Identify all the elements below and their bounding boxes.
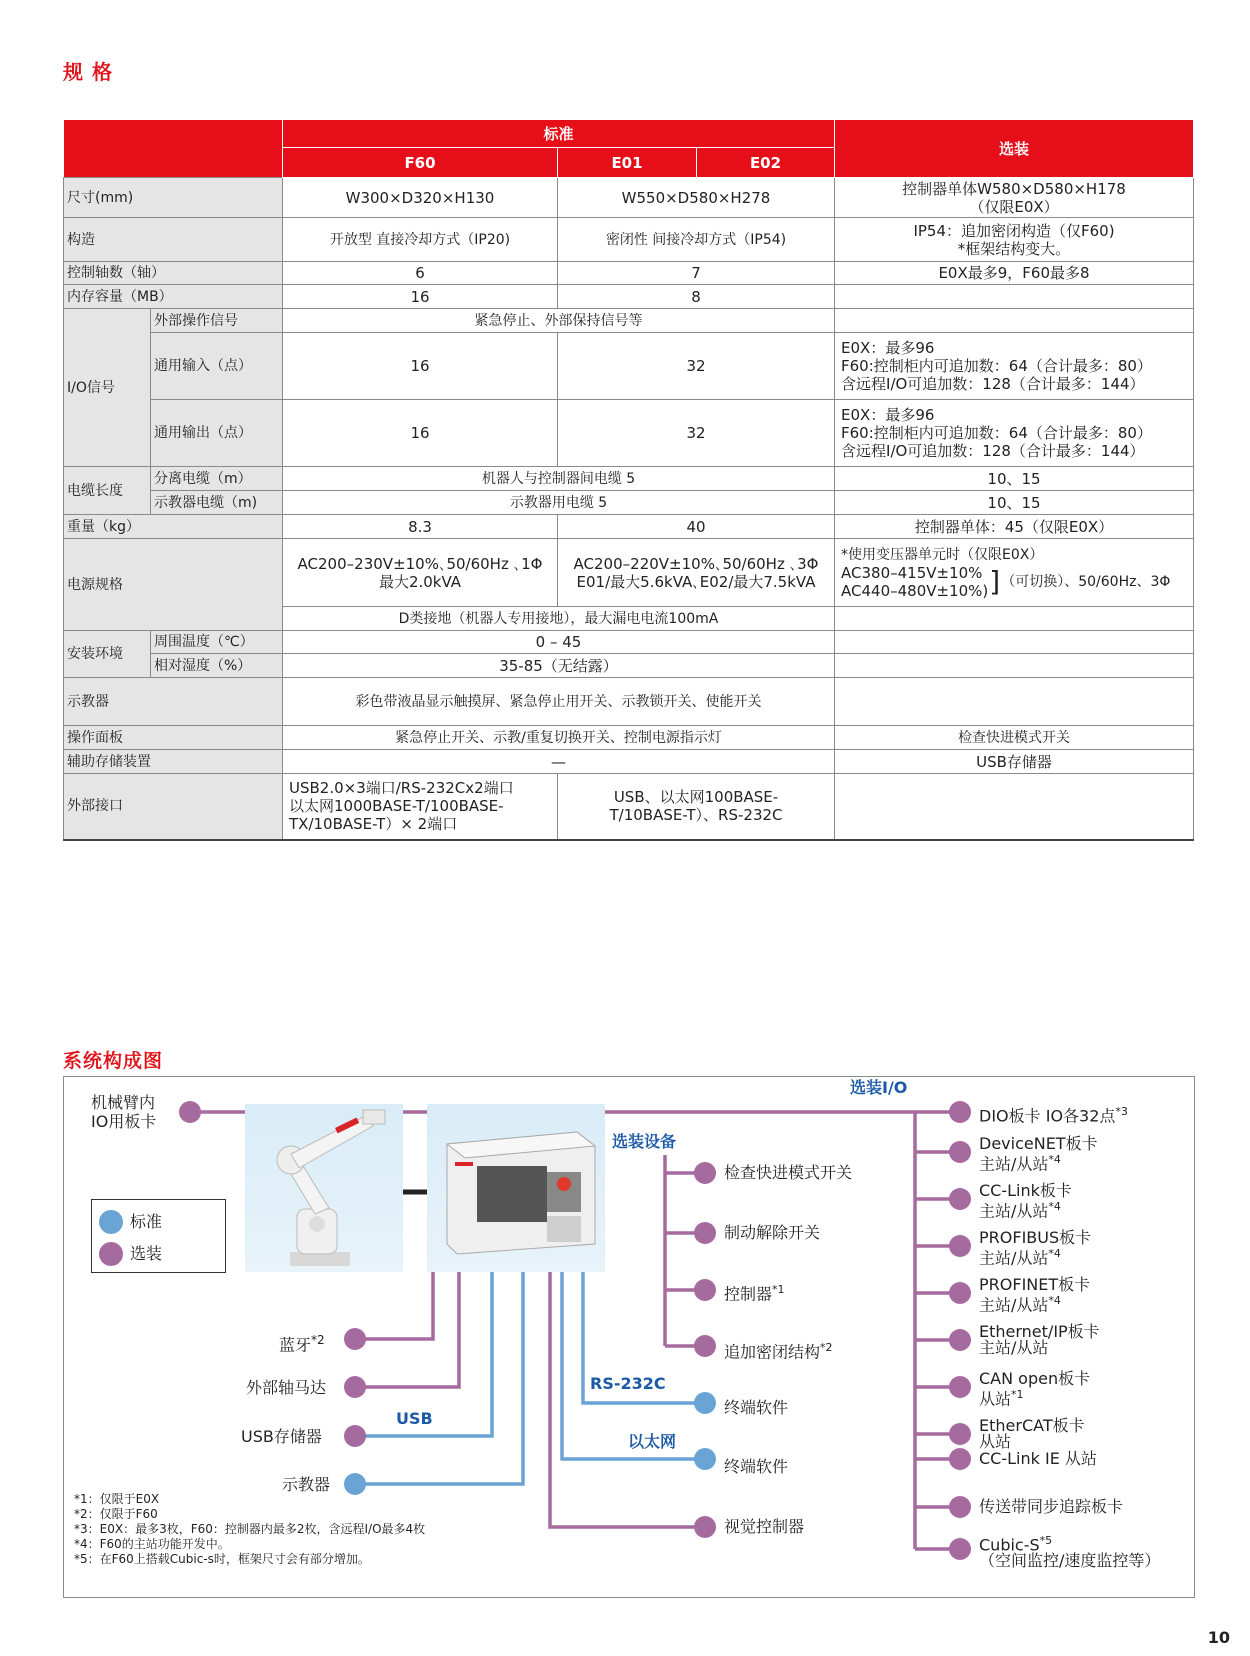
dot-io-1 — [949, 1101, 971, 1123]
footnote-4: *4：F60的主站功能开发中。 — [74, 1537, 230, 1551]
equip-brake-release: 制动解除开关 — [724, 1223, 821, 1242]
dot-equip-3 — [694, 1279, 716, 1301]
io-card-ethercat: EtherCAT板卡 从站 — [979, 1416, 1085, 1451]
row-label-structure: 构造 — [64, 218, 283, 262]
dot-io-5 — [949, 1282, 971, 1304]
footnote-5: *5：在F60上搭载Cubic-s时，框架尺寸会有部分增加。 — [74, 1552, 370, 1566]
row-label-env: 安装环境 — [64, 631, 151, 678]
dot-io-9 — [949, 1448, 971, 1470]
dot-io-7 — [949, 1376, 971, 1398]
dot-arm-card — [179, 1101, 201, 1123]
equip-sealed-structure: 追加密闭结构$^{*2}$ — [724, 1341, 833, 1362]
rs232c-line-label: RS-232C — [590, 1374, 666, 1393]
row-label-cable: 电缆长度 — [64, 467, 151, 515]
panel-option: 检查快进模式开关 — [835, 726, 1194, 750]
dot-equip-1 — [694, 1162, 716, 1184]
controller-image — [427, 1104, 605, 1272]
dot-io-11 — [949, 1538, 971, 1560]
power-option-line2: AC440–480V±10%) — [841, 581, 989, 600]
weight-option: 控制器单体：45（仅限E0X） — [835, 515, 1194, 539]
row-label-power: 电源规格 — [64, 539, 283, 631]
option-io-label: 选装I/O — [850, 1078, 908, 1097]
row-label-weight: 重量（kg） — [64, 515, 283, 539]
arm-io-card: 机械臂内 IO用板卡 — [91, 1093, 157, 1131]
header-e01: E01 — [558, 148, 697, 178]
vision-controller: 视觉控制器 — [724, 1517, 805, 1536]
structure-e0x: 密闭性 间接冷却方式（IP54) — [558, 218, 835, 262]
panel-value: 紧急停止开关、示教/重复切换开关、控制电源指示灯 — [283, 726, 835, 750]
io-input-f60: 16 — [283, 333, 558, 400]
io-output-e0x: 32 — [558, 400, 835, 467]
row-label-panel: 操作面板 — [64, 726, 283, 750]
structure-f60: 开放型 直接冷却方式（IP20) — [283, 218, 558, 262]
dot-io-10 — [949, 1496, 971, 1518]
env-humid-label: 相对湿度（%） — [151, 654, 283, 678]
spec-title: 规 格 — [63, 60, 113, 84]
dot-equip-2 — [694, 1222, 716, 1244]
cable-teach-option: 10、15 — [835, 491, 1194, 515]
power-ground: D类接地（机器人专用接地），最大漏电电流100mA — [283, 607, 835, 631]
header-option: 选装 — [835, 120, 1194, 178]
io-card-conveyor: 传送带同步追踪板卡 — [979, 1497, 1124, 1516]
axes-e0x: 7 — [558, 262, 835, 285]
cable-sep-option: 10、15 — [835, 467, 1194, 491]
power-option-line1: AC380–415V±10% — [841, 563, 983, 582]
terminal-software-1: 终端软件 — [724, 1398, 789, 1417]
io-card-profibus: PROFIBUS板卡 主站/从站$^{*4}$ — [979, 1228, 1092, 1268]
dot-terminal-2 — [694, 1448, 716, 1470]
interface-e0x: USB、以太网100BASE- T/10BASE-T）、RS-232C — [558, 774, 835, 840]
dot-pendant — [344, 1473, 366, 1495]
header-e02: E02 — [697, 148, 835, 178]
page-number: 10 — [1207, 1628, 1230, 1647]
legend-standard-dot — [99, 1210, 123, 1234]
io-card-cubic-s: Cubic-$S^{*5}$ （空间监控/速度监控等） — [979, 1534, 1161, 1571]
pendant-label: 示教器 — [282, 1475, 331, 1494]
io-output-option: E0X：最多96 F60:控制柜内可追加数：64（合计最多：80） 含远程I/O可追加数：128（合计最多：144） — [835, 400, 1194, 467]
interface-f60: USB2.0×3端口/RS-232Cx2端口 以太网1000BASE-T/100BASE- TX/10BASE-T）× 2端口 — [283, 774, 558, 840]
cable-sep-label: 分离电缆（m） — [151, 467, 283, 491]
io-ext-label: 外部操作信号 — [151, 309, 283, 333]
io-card-profinet: PROFINET板卡 主站/从站$^{*4}$ — [979, 1275, 1091, 1315]
row-label-storage: 辅助存储装置 — [64, 750, 283, 774]
env-temp-label: 周围温度（℃） — [151, 631, 283, 654]
cable-teach-label: 示教器电缆（m) — [151, 491, 283, 515]
usb-line-label: USB — [396, 1409, 433, 1428]
legend-option: 选装 — [130, 1244, 163, 1263]
dot-usb-store — [344, 1425, 366, 1447]
power-option-bracket: ] — [989, 564, 1001, 598]
row-label-memory: 内存容量（MB） — [64, 285, 283, 309]
header-f60: F60 — [283, 148, 558, 178]
size-option: 控制器单体W580×D580×H178 （仅限E0X） — [835, 178, 1194, 218]
power-option-note: *使用变压器单元时（仅限E0X） — [841, 546, 1044, 563]
legend-standard: 标准 — [130, 1212, 163, 1231]
footnote-2: *2：仅限于F60 — [74, 1507, 158, 1521]
option-equip-label: 选装设备 — [612, 1132, 677, 1151]
row-label-interface: 外部接口 — [64, 774, 283, 840]
row-label-io: I/O信号 — [64, 309, 151, 467]
legend-box — [91, 1199, 226, 1273]
usb-storage-label: USB存储器 — [241, 1427, 322, 1446]
dot-terminal-1 — [694, 1392, 716, 1414]
io-card-cclink-ie: CC-Link IE 从站 — [979, 1449, 1097, 1468]
dot-io-8 — [949, 1423, 971, 1445]
dot-vision — [694, 1516, 716, 1538]
equip-controller: 控制器$^{*1}$ — [724, 1283, 785, 1304]
power-e0x: AC200–220V±10%､50/60Hz ､3Φ E01/最大5.6kVA､E02/最大7.5kVA — [558, 539, 835, 607]
axes-option: E0X最多9，F60最多8 — [835, 262, 1194, 285]
diagram-title: 系统构成图 — [63, 1050, 164, 1072]
legend-option-dot — [99, 1242, 123, 1266]
memory-f60: 16 — [283, 285, 558, 309]
io-input-label: 通用输入（点） — [151, 333, 283, 400]
row-label-pendant: 示教器 — [64, 678, 283, 726]
robot-image — [245, 1104, 403, 1272]
io-card-dio: DIO板卡 IO各32点$^{*3}$ — [979, 1105, 1128, 1126]
footnote-3: *3：E0X：最多3枚，F60：控制器内最多2枚，含远程I/O最多4枚 — [74, 1522, 426, 1536]
dot-equip-4 — [694, 1335, 716, 1357]
footnote-1: *1：仅限于E0X — [74, 1492, 160, 1506]
io-output-f60: 16 — [283, 400, 558, 467]
io-ext-value: 紧急停止、外部保持信号等 — [283, 309, 835, 333]
power-f60: AC200–230V±10%､50/60Hz ､1Φ 最大2.0kVA — [283, 539, 558, 607]
structure-option: IP54：追加密闭构造（仅F60) *框架结构变大。 — [835, 218, 1194, 262]
storage-option: USB存储器 — [835, 750, 1194, 774]
io-card-canopen: CAN open板卡 从站$^{*1}$ — [979, 1369, 1091, 1409]
size-f60: W300×D320×H130 — [283, 178, 558, 218]
terminal-software-2: 终端软件 — [724, 1457, 789, 1476]
dot-io-6 — [949, 1329, 971, 1351]
io-card-cclink: CC-Link板卡 主站/从站$^{*4}$ — [979, 1181, 1072, 1221]
bluetooth-label: 蓝牙$^{*2}$ — [279, 1333, 325, 1355]
io-card-devicenet: DeviceNET板卡 主站/从站$^{*4}$ — [979, 1134, 1098, 1174]
dot-bluetooth — [344, 1328, 366, 1350]
row-label-size: 尺寸(mm) — [64, 178, 283, 218]
power-option-tail: （可切换）、50/60Hz、3Φ — [1001, 573, 1171, 590]
equip-check-mode: 检查快进模式开关 — [724, 1163, 853, 1182]
size-e0x: W550×D580×H278 — [558, 178, 835, 218]
weight-e0x: 40 — [558, 515, 835, 539]
cable-teach-value: 示教器用电缆 5 — [283, 491, 835, 515]
axes-f60: 6 — [283, 262, 558, 285]
row-label-axes: 控制轴数（轴） — [64, 262, 283, 285]
io-input-e0x: 32 — [558, 333, 835, 400]
header-standard: 标准 — [283, 120, 835, 148]
pendant-value: 彩色带液晶显示触摸屏、紧急停止用开关、示教锁开关、使能开关 — [283, 678, 835, 726]
io-card-ethernetip: Ethernet/IP板卡 主站/从站 — [979, 1322, 1100, 1357]
memory-e0x: 8 — [558, 285, 835, 309]
io-input-option: E0X：最多96 F60:控制柜内可追加数：64（合计最多：80） 含远程I/O可追加数：128（合计最多：144） — [835, 333, 1194, 400]
env-humid-value: 35-85（无结露） — [283, 654, 835, 678]
dot-motor — [344, 1376, 366, 1398]
weight-f60: 8.3 — [283, 515, 558, 539]
dot-io-4 — [949, 1235, 971, 1257]
storage-value: — — [283, 750, 835, 774]
env-temp-value: 0 – 45 — [283, 631, 835, 654]
dot-io-3 — [949, 1188, 971, 1210]
dot-io-2 — [949, 1141, 971, 1163]
external-motor-label: 外部轴马达 — [246, 1378, 327, 1397]
ethernet-line-label: 以太网 — [628, 1432, 677, 1451]
io-output-label: 通用输出（点） — [151, 400, 283, 467]
cable-sep-value: 机器人与控制器间电缆 5 — [283, 467, 835, 491]
